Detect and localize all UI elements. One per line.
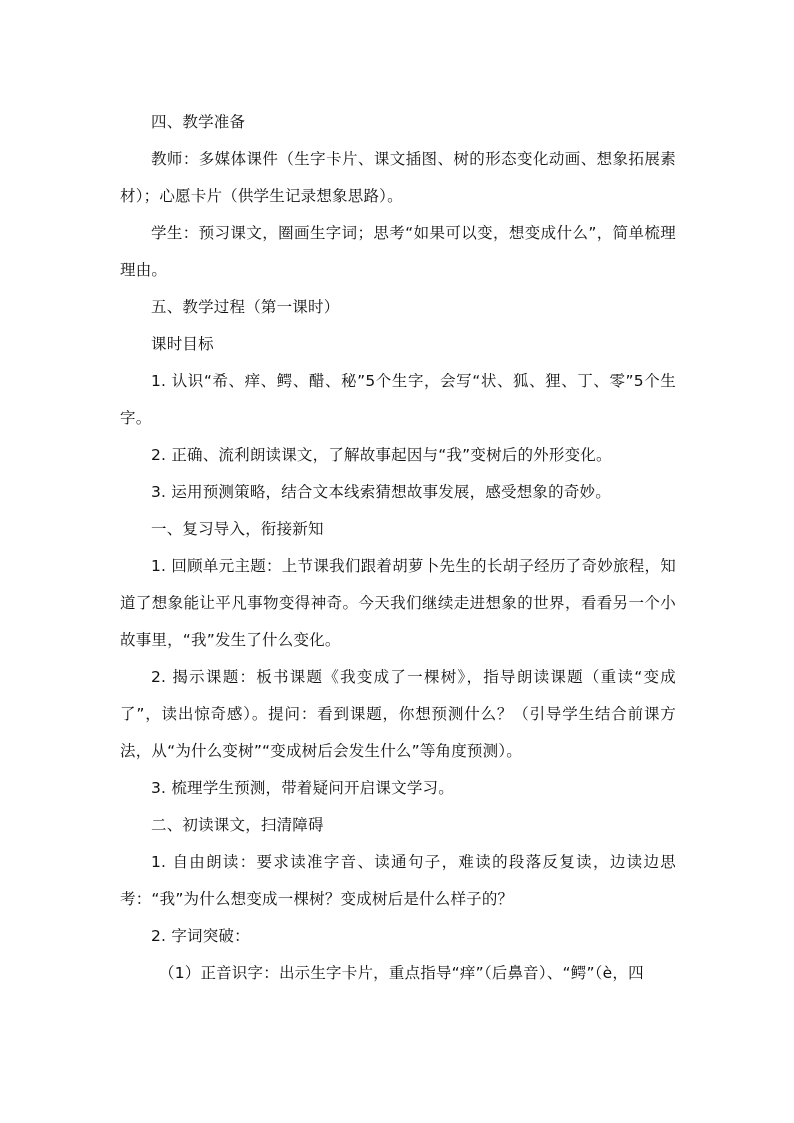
- goal-item-2: 2. 正确、流利朗读课文，了解故事起因与“我”变树后的外形变化。: [151, 446, 612, 464]
- goal-item-1: 1. 认识“希、痒、鳄、醋、秘”5个生字，会写“状、狐、狸、丁、零”5个生字。: [120, 372, 676, 427]
- document-body: [120, 104, 676, 992]
- reading-subitem-1: （1）正音识字：出示生字卡片，重点指导“痒”（后鼻音）、“鳄”（è，四: [159, 964, 644, 982]
- section-heading-teaching-process: 五、教学过程（第一课时）: [151, 298, 340, 316]
- paragraph-teacher-materials: 教师：多媒体课件（生字卡片、课文插图、树的形态变化动画、想象拓展素材）；心愿卡片（供学生记录想象思路）。: [120, 150, 676, 205]
- section-heading-teaching-preparation: 四、教学准备: [151, 113, 246, 131]
- step-heading-first-reading: 二、初读课文，扫清障碍: [151, 816, 324, 834]
- paragraph-student-preparation: 学生：预习课文，圈画生字词；思考“如果可以变，想变成什么”，简单梳理理由。: [120, 224, 676, 279]
- review-item-1: 1. 回顾单元主题：上节课我们跟着胡萝卜先生的长胡子经历了奇妙旅程，知道了想象能让平凡事物变得神奇。今天我们继续走进想象的世界，看看另一个小故事里，“我”发生了什么变化。: [120, 557, 676, 649]
- step-heading-review: 一、复习导入，衔接新知: [151, 520, 324, 538]
- reading-item-2: 2. 字词突破：: [151, 927, 250, 945]
- review-item-3: 3. 梳理学生预测，带着疑问开启课文学习。: [151, 779, 454, 797]
- reading-item-1: 1. 自由朗读：要求读准字音、读通句子，难读的段落反复读，边读边思考：“我”为什么想变成一棵树？变成树后是什么样子的？: [120, 853, 676, 908]
- subheading-lesson-goals: 课时目标: [151, 335, 214, 353]
- goal-item-3: 3. 运用预测策略，结合文本线索猜想故事发展，感受想象的奇妙。: [151, 483, 611, 501]
- review-item-2: 2. 揭示课题：板书课题《我变成了一棵树》，指导朗读课题（重读“变成了”，读出惊奇感）。提问：看到课题，你想预测什么？（引导学生结合前课方法，从“为什么变树”“变成树后会发生什么”等角度预测）。: [120, 668, 676, 760]
